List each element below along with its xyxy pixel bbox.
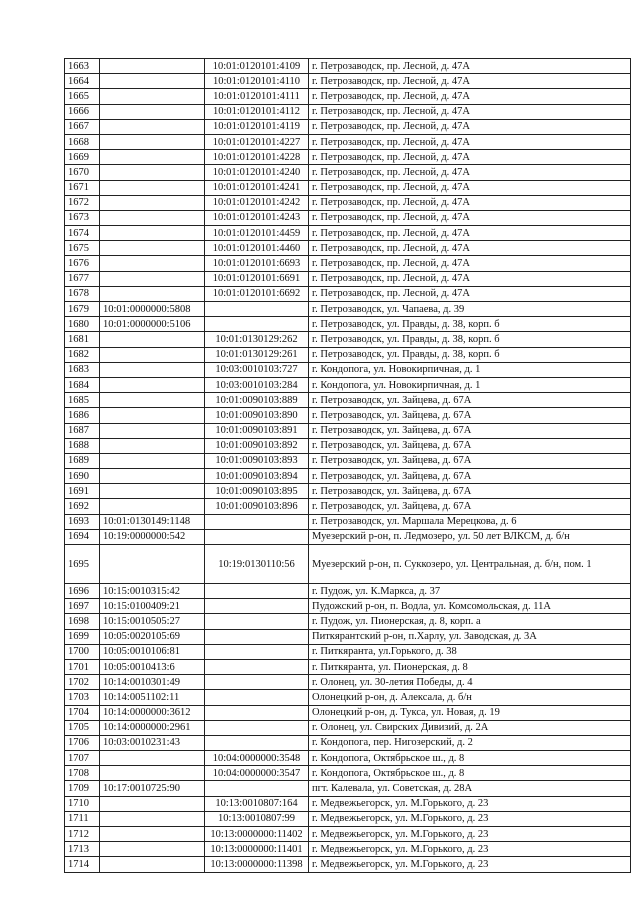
room-cadastral-number-cell: 10:01:0120101:6692 — [205, 286, 309, 301]
address-cell: г. Пудож, ул. К.Маркса, д. 37 — [309, 584, 631, 599]
registry-table-body — [65, 59, 631, 873]
address-cell: г. Петрозаводск, ул. Правды, д. 38, корп. б — [309, 332, 631, 347]
row-number-cell: 1671 — [65, 180, 100, 195]
cadastral-number-cell — [100, 751, 205, 766]
address-cell: г. Петрозаводск, ул. Зайцева, д. 67А — [309, 484, 631, 499]
address-cell: г. Петрозаводск, пр. Лесной, д. 47А — [309, 89, 631, 104]
room-cadastral-number-cell — [205, 629, 309, 644]
address-cell: г. Кондопога, Октябрьское ш., д. 8 — [309, 751, 631, 766]
cadastral-number-cell — [100, 195, 205, 210]
cadastral-number-cell — [100, 377, 205, 392]
address-cell: г. Медвежьегорск, ул. М.Горького, д. 23 — [309, 796, 631, 811]
table-row — [65, 827, 631, 842]
table-row — [65, 59, 631, 74]
room-cadastral-number-cell: 10:04:0000000:3547 — [205, 766, 309, 781]
address-cell: г. Кондопога, ул. Новокирпичная, д. 1 — [309, 362, 631, 377]
cadastral-number-cell: 10:01:0000000:5808 — [100, 302, 205, 317]
cadastral-number-cell: 10:05:0010106:81 — [100, 644, 205, 659]
cadastral-number-cell — [100, 827, 205, 842]
table-row — [65, 675, 631, 690]
room-cadastral-number-cell: 10:04:0000000:3548 — [205, 751, 309, 766]
row-number-cell: 1699 — [65, 629, 100, 644]
room-cadastral-number-cell: 10:01:0120101:4459 — [205, 226, 309, 241]
cadastral-number-cell: 10:05:0020105:69 — [100, 629, 205, 644]
row-number-cell: 1676 — [65, 256, 100, 271]
table-row — [65, 766, 631, 781]
row-number-cell: 1675 — [65, 241, 100, 256]
cadastral-number-cell: 10:15:0010505:27 — [100, 614, 205, 629]
table-row — [65, 720, 631, 735]
row-number-cell: 1667 — [65, 119, 100, 134]
address-cell: г. Петрозаводск, пр. Лесной, д. 47А — [309, 104, 631, 119]
table-row — [65, 781, 631, 796]
row-number-cell: 1670 — [65, 165, 100, 180]
room-cadastral-number-cell: 10:01:0090103:889 — [205, 393, 309, 408]
address-cell: г. Питкяранта, ул.Горького, д. 38 — [309, 644, 631, 659]
address-cell: г. Питкяранта, ул. Пионерская, д. 8 — [309, 659, 631, 674]
table-row — [65, 256, 631, 271]
room-cadastral-number-cell: 10:01:0120101:4240 — [205, 165, 309, 180]
room-cadastral-number-cell: 10:19:0130110:56 — [205, 545, 309, 584]
table-row — [65, 165, 631, 180]
address-cell: г. Кондопога, Октябрьское ш., д. 8 — [309, 766, 631, 781]
table-row — [65, 408, 631, 423]
address-cell: Олонецкий р-он, д. Алексала, д. б/н — [309, 690, 631, 705]
table-row — [65, 377, 631, 392]
room-cadastral-number-cell — [205, 529, 309, 544]
row-number-cell: 1702 — [65, 675, 100, 690]
row-number-cell: 1692 — [65, 499, 100, 514]
cadastral-number-cell: 10:15:0010315:42 — [100, 584, 205, 599]
room-cadastral-number-cell: 10:01:0090103:893 — [205, 453, 309, 468]
table-row — [65, 271, 631, 286]
address-cell: г. Петрозаводск, пр. Лесной, д. 47А — [309, 119, 631, 134]
address-cell: Муезерский р-он, п. Суккозеро, ул. Центральная, д. б/н, пом. 1 — [309, 545, 631, 584]
table-row — [65, 332, 631, 347]
address-cell: г. Петрозаводск, ул. Зайцева, д. 67А — [309, 499, 631, 514]
row-number-cell: 1665 — [65, 89, 100, 104]
cadastral-number-cell — [100, 332, 205, 347]
row-number-cell: 1698 — [65, 614, 100, 629]
table-row — [65, 644, 631, 659]
row-number-cell: 1706 — [65, 735, 100, 750]
cadastral-number-cell: 10:01:0000000:5106 — [100, 317, 205, 332]
row-number-cell: 1703 — [65, 690, 100, 705]
address-cell: г. Петрозаводск, ул. Зайцева, д. 67А — [309, 469, 631, 484]
cadastral-number-cell: 10:14:0000000:2961 — [100, 720, 205, 735]
table-row — [65, 423, 631, 438]
table-row — [65, 735, 631, 750]
room-cadastral-number-cell — [205, 675, 309, 690]
room-cadastral-number-cell: 10:01:0120101:4242 — [205, 195, 309, 210]
address-cell: г. Петрозаводск, ул. Зайцева, д. 67А — [309, 408, 631, 423]
room-cadastral-number-cell — [205, 614, 309, 629]
address-cell: г. Олонец, ул. Свирских Дивизий, д. 2А — [309, 720, 631, 735]
row-number-cell: 1700 — [65, 644, 100, 659]
room-cadastral-number-cell — [205, 584, 309, 599]
room-cadastral-number-cell: 10:01:0120101:4112 — [205, 104, 309, 119]
row-number-cell: 1674 — [65, 226, 100, 241]
cadastral-number-cell — [100, 89, 205, 104]
cadastral-number-cell — [100, 180, 205, 195]
cadastral-number-cell: 10:14:0051102:11 — [100, 690, 205, 705]
room-cadastral-number-cell: 10:01:0120101:4109 — [205, 59, 309, 74]
room-cadastral-number-cell: 10:13:0010807:99 — [205, 811, 309, 826]
table-row — [65, 119, 631, 134]
row-number-cell: 1714 — [65, 857, 100, 872]
room-cadastral-number-cell: 10:01:0090103:892 — [205, 438, 309, 453]
address-cell: г. Петрозаводск, ул. Правды, д. 38, корп. б — [309, 317, 631, 332]
address-cell: г. Петрозаводск, пр. Лесной, д. 47А — [309, 165, 631, 180]
address-cell: г. Петрозаводск, ул. Правды, д. 38, корп. б — [309, 347, 631, 362]
table-row — [65, 751, 631, 766]
address-cell: г. Петрозаводск, ул. Зайцева, д. 67А — [309, 453, 631, 468]
row-number-cell: 1688 — [65, 438, 100, 453]
room-cadastral-number-cell: 10:13:0000000:11402 — [205, 827, 309, 842]
cadastral-number-cell — [100, 210, 205, 225]
address-cell: г. Петрозаводск, пр. Лесной, д. 47А — [309, 271, 631, 286]
cadastral-number-cell — [100, 766, 205, 781]
address-cell: г. Пудож, ул. Пионерская, д. 8, корп. а — [309, 614, 631, 629]
row-number-cell: 1707 — [65, 751, 100, 766]
address-cell: г. Петрозаводск, пр. Лесной, д. 47А — [309, 256, 631, 271]
cadastral-number-cell — [100, 271, 205, 286]
room-cadastral-number-cell: 10:13:0000000:11401 — [205, 842, 309, 857]
table-row — [65, 584, 631, 599]
room-cadastral-number-cell: 10:01:0090103:891 — [205, 423, 309, 438]
cadastral-number-cell — [100, 134, 205, 149]
table-row — [65, 150, 631, 165]
table-row — [65, 499, 631, 514]
cadastral-number-cell — [100, 150, 205, 165]
row-number-cell: 1708 — [65, 766, 100, 781]
cadastral-number-cell — [100, 104, 205, 119]
table-row — [65, 241, 631, 256]
address-cell: Пудожский р-он, п. Водла, ул. Комсомольская, д. 11А — [309, 599, 631, 614]
room-cadastral-number-cell — [205, 514, 309, 529]
table-row — [65, 362, 631, 377]
row-number-cell: 1685 — [65, 393, 100, 408]
row-number-cell: 1709 — [65, 781, 100, 796]
row-number-cell: 1673 — [65, 210, 100, 225]
address-cell: г. Петрозаводск, пр. Лесной, д. 47А — [309, 210, 631, 225]
cadastral-number-cell — [100, 74, 205, 89]
cadastral-number-cell: 10:15:0100409:21 — [100, 599, 205, 614]
cadastral-number-cell: 10:14:0010301:49 — [100, 675, 205, 690]
row-number-cell: 1689 — [65, 453, 100, 468]
room-cadastral-number-cell: 10:01:0130129:261 — [205, 347, 309, 362]
address-cell: г. Петрозаводск, ул. Чапаева, д. 39 — [309, 302, 631, 317]
room-cadastral-number-cell: 10:01:0120101:4227 — [205, 134, 309, 149]
table-row — [65, 659, 631, 674]
room-cadastral-number-cell: 10:01:0120101:4228 — [205, 150, 309, 165]
room-cadastral-number-cell: 10:01:0090103:890 — [205, 408, 309, 423]
room-cadastral-number-cell: 10:01:0120101:4111 — [205, 89, 309, 104]
registry-table — [64, 58, 631, 873]
row-number-cell: 1697 — [65, 599, 100, 614]
cadastral-number-cell — [100, 811, 205, 826]
room-cadastral-number-cell: 10:01:0120101:4460 — [205, 241, 309, 256]
table-row — [65, 705, 631, 720]
address-cell: г. Петрозаводск, пр. Лесной, д. 47А — [309, 226, 631, 241]
row-number-cell: 1712 — [65, 827, 100, 842]
address-cell: г. Петрозаводск, пр. Лесной, д. 47А — [309, 150, 631, 165]
table-row — [65, 317, 631, 332]
address-cell: г. Петрозаводск, ул. Зайцева, д. 67А — [309, 423, 631, 438]
cadastral-number-cell — [100, 362, 205, 377]
cadastral-number-cell — [100, 59, 205, 74]
cadastral-number-cell — [100, 453, 205, 468]
address-cell: г. Медвежьегорск, ул. М.Горького, д. 23 — [309, 811, 631, 826]
address-cell: г. Петрозаводск, ул. Зайцева, д. 67А — [309, 393, 631, 408]
room-cadastral-number-cell: 10:03:0010103:727 — [205, 362, 309, 377]
address-cell: Питкярантский р-он, п.Харлу, ул. Заводская, д. 3А — [309, 629, 631, 644]
table-row — [65, 134, 631, 149]
cadastral-number-cell — [100, 393, 205, 408]
row-number-cell: 1666 — [65, 104, 100, 119]
address-cell: г. Петрозаводск, пр. Лесной, д. 47А — [309, 286, 631, 301]
address-cell: г. Петрозаводск, пр. Лесной, д. 47А — [309, 59, 631, 74]
address-cell: г. Кондопога, пер. Нигозерский, д. 2 — [309, 735, 631, 750]
cadastral-number-cell — [100, 347, 205, 362]
cadastral-number-cell — [100, 545, 205, 584]
cadastral-number-cell: 10:05:0010413:6 — [100, 659, 205, 674]
address-cell: г. Петрозаводск, пр. Лесной, д. 47А — [309, 134, 631, 149]
row-number-cell: 1680 — [65, 317, 100, 332]
cadastral-number-cell — [100, 484, 205, 499]
row-number-cell: 1711 — [65, 811, 100, 826]
table-row — [65, 210, 631, 225]
table-row — [65, 74, 631, 89]
room-cadastral-number-cell — [205, 317, 309, 332]
row-number-cell: 1668 — [65, 134, 100, 149]
cadastral-number-cell — [100, 469, 205, 484]
table-row — [65, 286, 631, 301]
table-row — [65, 484, 631, 499]
table-row — [65, 469, 631, 484]
address-cell: г. Петрозаводск, пр. Лесной, д. 47А — [309, 195, 631, 210]
row-number-cell: 1663 — [65, 59, 100, 74]
row-number-cell: 1704 — [65, 705, 100, 720]
cadastral-number-cell — [100, 796, 205, 811]
room-cadastral-number-cell: 10:01:0090103:896 — [205, 499, 309, 514]
row-number-cell: 1701 — [65, 659, 100, 674]
table-row — [65, 180, 631, 195]
cadastral-number-cell — [100, 286, 205, 301]
room-cadastral-number-cell: 10:01:0120101:6691 — [205, 271, 309, 286]
table-row — [65, 302, 631, 317]
address-cell: г. Олонец, ул. 30-летия Победы, д. 4 — [309, 675, 631, 690]
cadastral-number-cell — [100, 226, 205, 241]
row-number-cell: 1684 — [65, 377, 100, 392]
table-row — [65, 545, 631, 584]
row-number-cell: 1691 — [65, 484, 100, 499]
table-row — [65, 842, 631, 857]
table-row — [65, 195, 631, 210]
row-number-cell: 1678 — [65, 286, 100, 301]
table-row — [65, 629, 631, 644]
cadastral-number-cell — [100, 119, 205, 134]
address-cell: Олонецкий р-он, д. Тукса, ул. Новая, д. 19 — [309, 705, 631, 720]
room-cadastral-number-cell: 10:13:0010807:164 — [205, 796, 309, 811]
room-cadastral-number-cell — [205, 599, 309, 614]
table-row — [65, 614, 631, 629]
row-number-cell: 1677 — [65, 271, 100, 286]
table-row — [65, 89, 631, 104]
row-number-cell: 1705 — [65, 720, 100, 735]
cadastral-number-cell: 10:01:0130149:1148 — [100, 514, 205, 529]
room-cadastral-number-cell: 10:01:0120101:4110 — [205, 74, 309, 89]
room-cadastral-number-cell: 10:01:0090103:894 — [205, 469, 309, 484]
room-cadastral-number-cell — [205, 705, 309, 720]
table-row — [65, 796, 631, 811]
room-cadastral-number-cell: 10:13:0000000:11398 — [205, 857, 309, 872]
address-cell: г. Медвежьегорск, ул. М.Горького, д. 23 — [309, 842, 631, 857]
cadastral-number-cell — [100, 438, 205, 453]
cadastral-number-cell: 10:19:0000000:542 — [100, 529, 205, 544]
address-cell: г. Петрозаводск, ул. Маршала Мерецкова, д. 6 — [309, 514, 631, 529]
room-cadastral-number-cell: 10:01:0120101:4119 — [205, 119, 309, 134]
cadastral-number-cell — [100, 408, 205, 423]
row-number-cell: 1669 — [65, 150, 100, 165]
row-number-cell: 1687 — [65, 423, 100, 438]
row-number-cell: 1681 — [65, 332, 100, 347]
table-row — [65, 529, 631, 544]
room-cadastral-number-cell: 10:01:0120101:4243 — [205, 210, 309, 225]
row-number-cell: 1683 — [65, 362, 100, 377]
row-number-cell: 1686 — [65, 408, 100, 423]
row-number-cell: 1696 — [65, 584, 100, 599]
cadastral-number-cell — [100, 165, 205, 180]
room-cadastral-number-cell — [205, 690, 309, 705]
address-cell: г. Медвежьегорск, ул. М.Горького, д. 23 — [309, 857, 631, 872]
cadastral-number-cell: 10:17:0010725:90 — [100, 781, 205, 796]
address-cell: г. Петрозаводск, пр. Лесной, д. 47А — [309, 241, 631, 256]
table-row — [65, 453, 631, 468]
address-cell: г. Петрозаводск, ул. Зайцева, д. 67А — [309, 438, 631, 453]
cadastral-number-cell — [100, 241, 205, 256]
row-number-cell: 1682 — [65, 347, 100, 362]
room-cadastral-number-cell: 10:01:0120101:6693 — [205, 256, 309, 271]
cadastral-number-cell — [100, 256, 205, 271]
cadastral-number-cell — [100, 857, 205, 872]
address-cell: Муезерский р-он, п. Ледмозеро, ул. 50 лет ВЛКСМ, д. б/н — [309, 529, 631, 544]
room-cadastral-number-cell — [205, 735, 309, 750]
row-number-cell: 1690 — [65, 469, 100, 484]
table-row — [65, 690, 631, 705]
address-cell: г. Кондопога, ул. Новокирпичная, д. 1 — [309, 377, 631, 392]
address-cell: г. Петрозаводск, пр. Лесной, д. 47А — [309, 74, 631, 89]
row-number-cell: 1695 — [65, 545, 100, 584]
room-cadastral-number-cell: 10:03:0010103:284 — [205, 377, 309, 392]
row-number-cell: 1679 — [65, 302, 100, 317]
table-row — [65, 104, 631, 119]
table-row — [65, 857, 631, 872]
room-cadastral-number-cell — [205, 644, 309, 659]
cadastral-number-cell — [100, 499, 205, 514]
table-row — [65, 347, 631, 362]
table-row — [65, 438, 631, 453]
table-row — [65, 599, 631, 614]
cadastral-number-cell — [100, 423, 205, 438]
table-row — [65, 811, 631, 826]
cadastral-number-cell — [100, 842, 205, 857]
room-cadastral-number-cell: 10:01:0120101:4241 — [205, 180, 309, 195]
row-number-cell: 1710 — [65, 796, 100, 811]
room-cadastral-number-cell — [205, 720, 309, 735]
room-cadastral-number-cell — [205, 781, 309, 796]
table-row — [65, 514, 631, 529]
room-cadastral-number-cell: 10:01:0090103:895 — [205, 484, 309, 499]
row-number-cell: 1664 — [65, 74, 100, 89]
address-cell: пгт. Калевала, ул. Советская, д. 28А — [309, 781, 631, 796]
address-cell: г. Петрозаводск, пр. Лесной, д. 47А — [309, 180, 631, 195]
row-number-cell: 1693 — [65, 514, 100, 529]
table-row — [65, 393, 631, 408]
row-number-cell: 1672 — [65, 195, 100, 210]
cadastral-number-cell: 10:03:0010231:43 — [100, 735, 205, 750]
room-cadastral-number-cell — [205, 302, 309, 317]
room-cadastral-number-cell — [205, 659, 309, 674]
address-cell: г. Медвежьегорск, ул. М.Горького, д. 23 — [309, 827, 631, 842]
cadastral-number-cell: 10:14:0000000:3612 — [100, 705, 205, 720]
row-number-cell: 1694 — [65, 529, 100, 544]
table-row — [65, 226, 631, 241]
room-cadastral-number-cell: 10:01:0130129:262 — [205, 332, 309, 347]
row-number-cell: 1713 — [65, 842, 100, 857]
